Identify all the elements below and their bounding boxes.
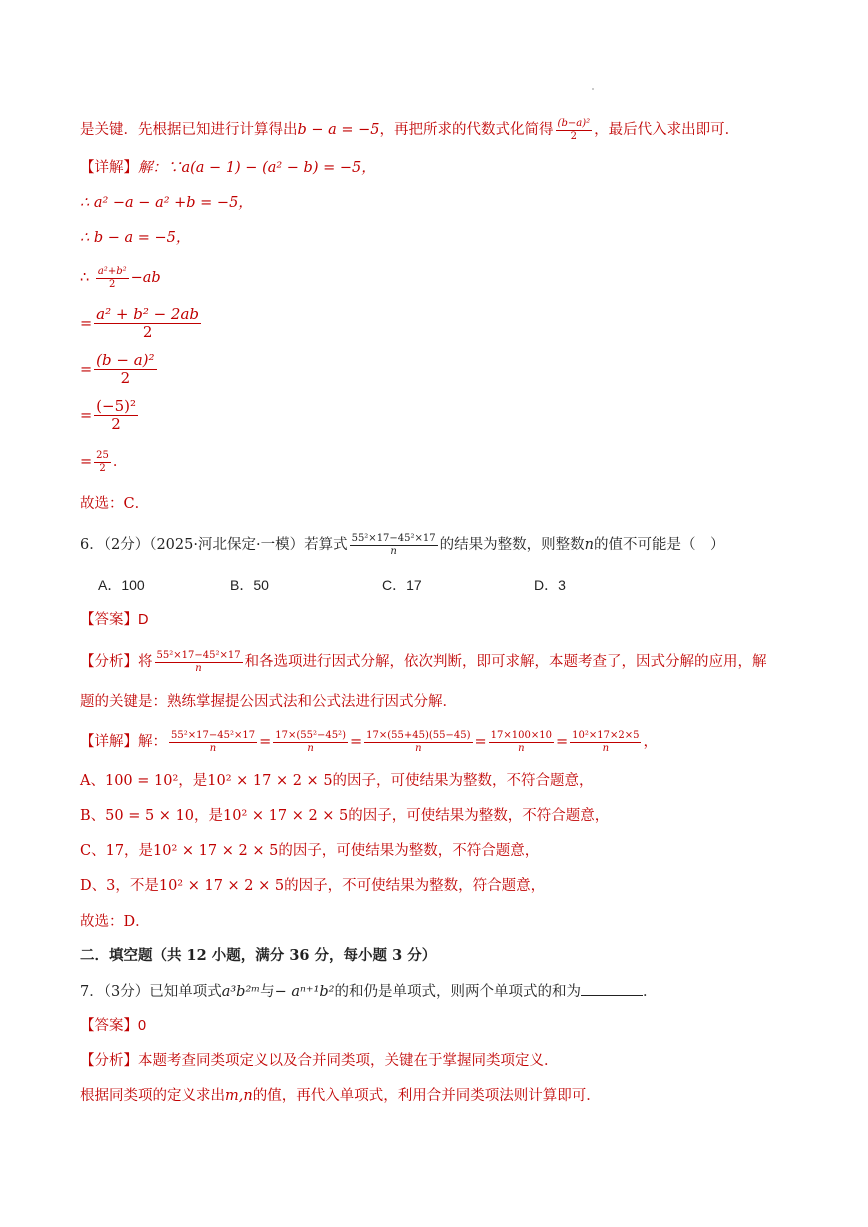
answer-tag: 【答案】 xyxy=(80,612,138,628)
equals-sign: = xyxy=(80,361,93,378)
question-text: 与 xyxy=(260,984,275,1000)
therefore-symbol: ∴ xyxy=(80,270,90,286)
analysis-text: 本题考查同类项定义以及合并同类项，关键在于掌握同类项定义． xyxy=(138,1053,559,1069)
option-b: B．50 xyxy=(230,577,269,593)
analysis-line xyxy=(80,650,767,674)
detail-fraction: $\frac{17\times(55+45)(55-45)}{n}$ xyxy=(366,730,471,754)
section-title: 二．填空题（共 12 小题，满分 36 分，每小题 3 分） xyxy=(80,947,437,964)
step-fraction: $\frac{\text{a²+b²}}{2}$ xyxy=(97,266,127,290)
question-text: 的结果为整数，则整数 xyxy=(439,537,585,553)
analysis-text: 的值，再代入单项式，利用合并同类项法则计算即可． xyxy=(252,1088,601,1104)
step-line: ∴ b − a = −5， xyxy=(80,230,191,246)
detail-tag: 【详解】 xyxy=(80,734,138,750)
equation-fraction: $\frac{\text{(b − a)²}}{2}$ xyxy=(96,351,155,388)
analysis-tag: 【分析】 xyxy=(80,1053,138,1069)
equation-line xyxy=(80,398,140,434)
analysis-line xyxy=(80,1086,601,1106)
intro-text: ，最后代入求出即可． xyxy=(594,122,740,138)
detail-fraction: $\frac{\text{55²×17−45²×17}}{n}$ xyxy=(171,730,256,754)
question-text: 7．（3分）已知单项式 xyxy=(80,984,222,1000)
detail-text: 解： xyxy=(138,734,167,750)
equation-line xyxy=(80,450,127,474)
question-6-stem xyxy=(80,533,724,557)
answer-value: 0 xyxy=(138,1018,147,1034)
intro-text: 是关键．先根据已知进行计算得出 xyxy=(80,122,298,138)
variables: m,n xyxy=(225,1088,253,1104)
option-check-b: B、50 = 5 × 10，是10² × 17 × 2 × 5的因子，可使结果为整数，不符合题意， xyxy=(80,808,610,824)
analysis-fraction: $\frac{\text{55²×17−45²×17}}{n}$ xyxy=(156,650,241,674)
monomial: a³b²ᵐ xyxy=(221,984,261,1000)
option-check-d: D、3，不是10² × 17 × 2 × 5的因子，不可使结果为整数，符合题意， xyxy=(80,878,546,894)
option-check-c: C、17，是10² × 17 × 2 × 5的因子，可使结果为整数，不符合题意， xyxy=(80,843,540,859)
equals-sign: = xyxy=(80,454,93,470)
answer-line xyxy=(80,610,148,630)
question-text: 的和仍是单项式，则两个单项式的和为 xyxy=(334,984,581,1000)
detail-text: 解：∵a(a − 1) − (a² − b) = −5， xyxy=(138,160,376,176)
question-text: 的值不可能是（ ） xyxy=(593,537,725,553)
equals-sign: = xyxy=(80,407,93,424)
detail-tag: 【详解】 xyxy=(80,160,138,176)
equation-line xyxy=(80,306,203,342)
answer-value: D xyxy=(138,612,149,628)
answer-blank xyxy=(581,981,643,996)
intro-text: ，再把所求的代数式化简得 xyxy=(379,122,554,138)
equation-fraction: $\frac{\text{a² + b² − 2ab}}{2}$ xyxy=(96,305,200,342)
analysis-text: 和各选项进行因式分解，依次判断，即可求解，本题考查了，因式分解的应用，解 xyxy=(244,654,767,670)
question-7-stem xyxy=(80,981,658,1002)
equation-line xyxy=(80,352,159,388)
analysis-line: 题的关键是：熟练掌握提公因式法和公式法进行因式分解． xyxy=(80,694,457,710)
step-line: ∴ a² −a − a² +b = −5， xyxy=(80,195,253,211)
intro-line xyxy=(80,118,739,142)
equation-fraction: $\frac{25}{2}$ xyxy=(96,450,109,474)
equals-sign: = xyxy=(555,734,569,750)
step-text: −ab xyxy=(130,270,161,286)
monomial: − aⁿ⁺¹b² xyxy=(274,984,335,1000)
equals-sign: = xyxy=(474,734,487,750)
question-text: ． xyxy=(643,984,658,1000)
question-fraction: $\frac{\text{55²×17−45²×17}}{n}$ xyxy=(351,533,436,557)
analysis-tag: 【分析】 xyxy=(80,654,138,670)
answer-line: 故选：C． xyxy=(80,496,150,512)
option-a: A．100 xyxy=(98,577,145,593)
answer-line: 故选：D． xyxy=(80,914,150,930)
comma: ， xyxy=(643,734,658,750)
analysis-text: 将 xyxy=(138,654,153,670)
variable-n: n xyxy=(584,537,594,553)
equals-sign: = xyxy=(259,734,272,750)
option-c: C．17 xyxy=(382,577,422,593)
detail-fraction: $\frac{17\times 100\times 10}{n}$ xyxy=(490,730,552,754)
period: ． xyxy=(112,454,128,470)
intro-expression: b − a = −5 xyxy=(297,122,380,138)
equals-sign: = xyxy=(349,734,363,750)
equation-fraction: $\frac{\text{(−5)²}}{2}$ xyxy=(96,397,136,434)
detail-fraction: $\frac{\text{10²×17×2×5}}{n}$ xyxy=(572,730,640,754)
analysis-line xyxy=(80,1051,559,1071)
question-text: 6．（2分）（2025·河北保定·一模）若算式 xyxy=(80,537,348,553)
equals-sign: = xyxy=(80,315,93,332)
step-line xyxy=(80,266,161,290)
answer-line xyxy=(80,1016,146,1036)
detail-fraction: $\frac{\text{17×(55²−45²)}}{n}$ xyxy=(275,730,346,754)
answer-tag: 【答案】 xyxy=(80,1018,138,1034)
detail-line xyxy=(80,158,376,178)
intro-fraction: $\frac{\text{(b−a)²}}{2}$ xyxy=(557,118,591,142)
option-d: D．3 xyxy=(534,577,566,593)
option-check-a: A、100 = 10²，是10² × 17 × 2 × 5的因子，可使结果为整数，不符合题意， xyxy=(80,773,594,789)
detail-line xyxy=(80,730,658,754)
analysis-text: 根据同类项的定义求出 xyxy=(80,1088,225,1104)
scan-dot xyxy=(592,88,594,90)
